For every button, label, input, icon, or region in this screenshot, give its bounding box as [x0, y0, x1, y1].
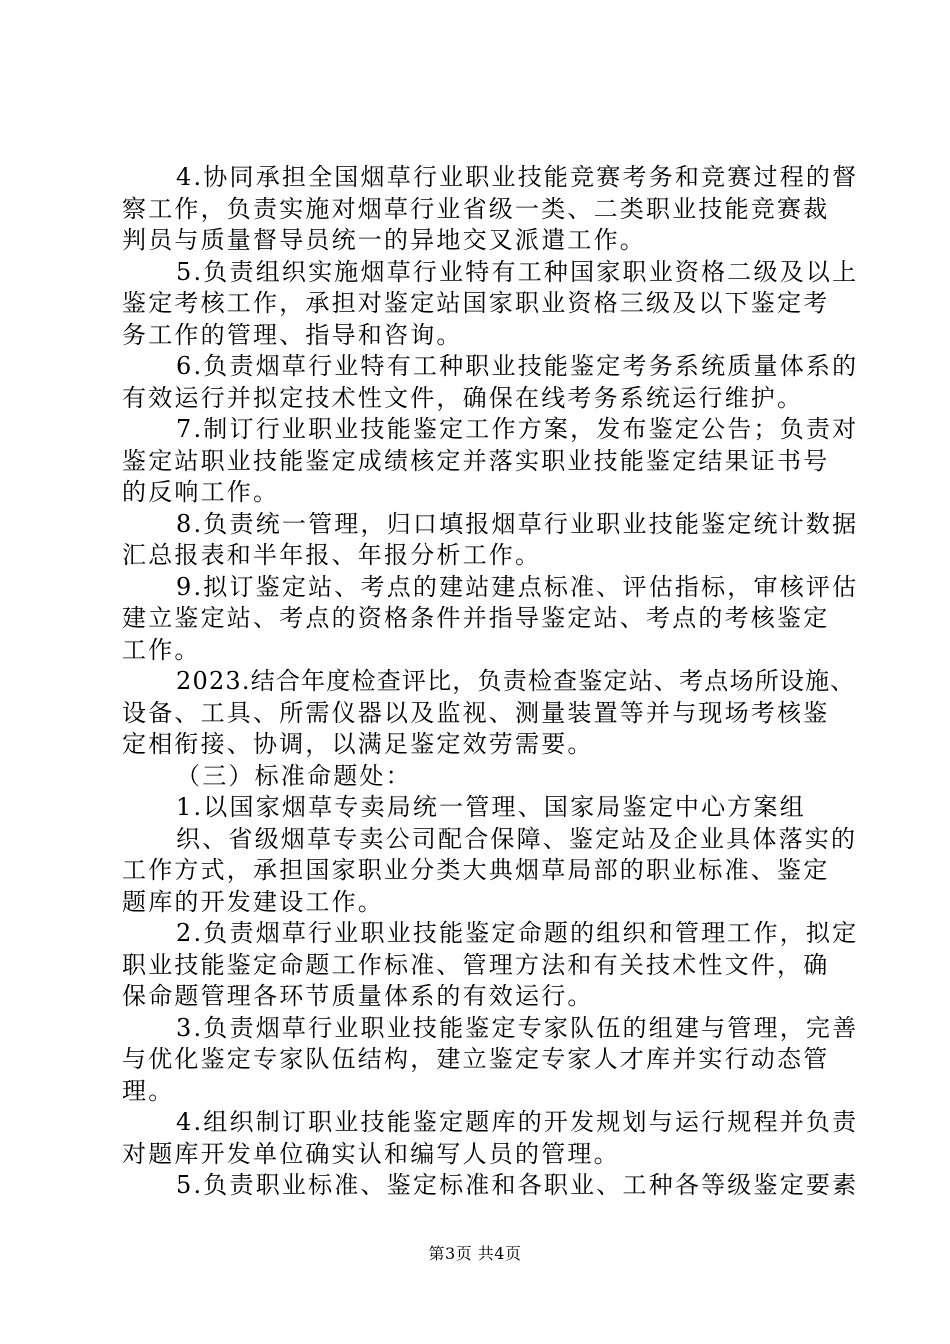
text-line: 与优化鉴定专家队伍结构，建立鉴定专家人才库并实行动态管 [122, 1045, 830, 1073]
text-line: 5.负责职业标准、鉴定标准和各职业、工种各等级鉴定要素 [176, 1171, 859, 1199]
text-line: 务工作的管理、指导和咨询。 [122, 320, 463, 349]
text-line: 鉴定考核工作，承担对鉴定站国家职业资格三级及以下鉴定考 [122, 289, 830, 317]
text-line: 1.以国家烟草专卖局统一管理、国家局鉴定中心方案组 [176, 793, 806, 821]
text-line: 题库的开发建设工作。 [122, 887, 384, 916]
text-line: 建立鉴定站、考点的资格条件并指导鉴定站、考点的考核鉴定 [122, 604, 830, 632]
page-number-footer: 第3页 共4页 [428, 1244, 522, 1263]
text-line: 职业技能鉴定命题工作标准、管理方法和有关技术性文件，确 [122, 950, 830, 979]
text-line: 2.负责烟草行业职业技能鉴定命题的组织和管理工作，拟定 [176, 919, 859, 947]
text-line: 6.负责烟草行业特有工种职业技能鉴定考务系统质量体系的 [176, 352, 859, 380]
text-line: 察工作，负责实施对烟草行业省级一类、二类职业技能竞赛裁 [122, 194, 830, 223]
text-line: 设备、工具、所需仪器以及监视、测量装置等并与现场考核鉴 [122, 698, 830, 727]
text-line: 织、省级烟草专卖公司配合保障、鉴定站及企业具体落实的 [176, 824, 858, 853]
text-line: 3.负责烟草行业职业技能鉴定专家队伍的组建与管理，完善 [176, 1013, 859, 1042]
text-line: 判员与质量督导员统一的异地交叉派遣工作。 [122, 226, 646, 254]
text-line: 工作。 [122, 635, 201, 664]
text-line: 5.负责组织实施烟草行业特有工种国家职业资格二级及以上 [176, 257, 859, 286]
text-line: 对题库开发单位确实认和编写人员的管理。 [122, 1139, 620, 1168]
text-line: 4.组织制订职业技能鉴定题库的开发规划与运行规程并负责 [176, 1108, 859, 1136]
text-line: 保命题管理各环节质量体系的有效运行。 [122, 982, 594, 1010]
text-line: 7.制订行业职业技能鉴定工作方案，发布鉴定公告；负责对 [176, 415, 859, 443]
text-line: 汇总报表和半年报、年报分析工作。 [122, 541, 542, 569]
text-line: 理。 [122, 1076, 175, 1105]
text-line: 2023.结合年度检查评比，负责检查鉴定站、考点场所设施、 [176, 667, 856, 695]
section-heading: （三）标准命题处： [176, 761, 412, 790]
text-line: 工作方式，承担国家职业分类大典烟草局部的职业标准、鉴定 [122, 856, 830, 884]
text-line: 9.拟订鉴定站、考点的建站建点标准、评估指标，审核评估 [176, 572, 859, 601]
text-line: 的反响工作。 [122, 478, 280, 506]
text-line: 4.协同承担全国烟草行业职业技能竞赛考务和竞赛过程的督 [176, 163, 859, 191]
text-line: 有效运行并拟定技术性文件，确保在线考务系统运行维护。 [122, 383, 804, 412]
text-line: 鉴定站职业技能鉴定成绩核定并落实职业技能鉴定结果证书号 [122, 446, 830, 475]
text-line: 8.负责统一管理，归口填报烟草行业职业技能鉴定统计数据 [176, 509, 859, 538]
text-line: 定相衔接、协调，以满足鉴定效劳需要。 [122, 730, 594, 758]
